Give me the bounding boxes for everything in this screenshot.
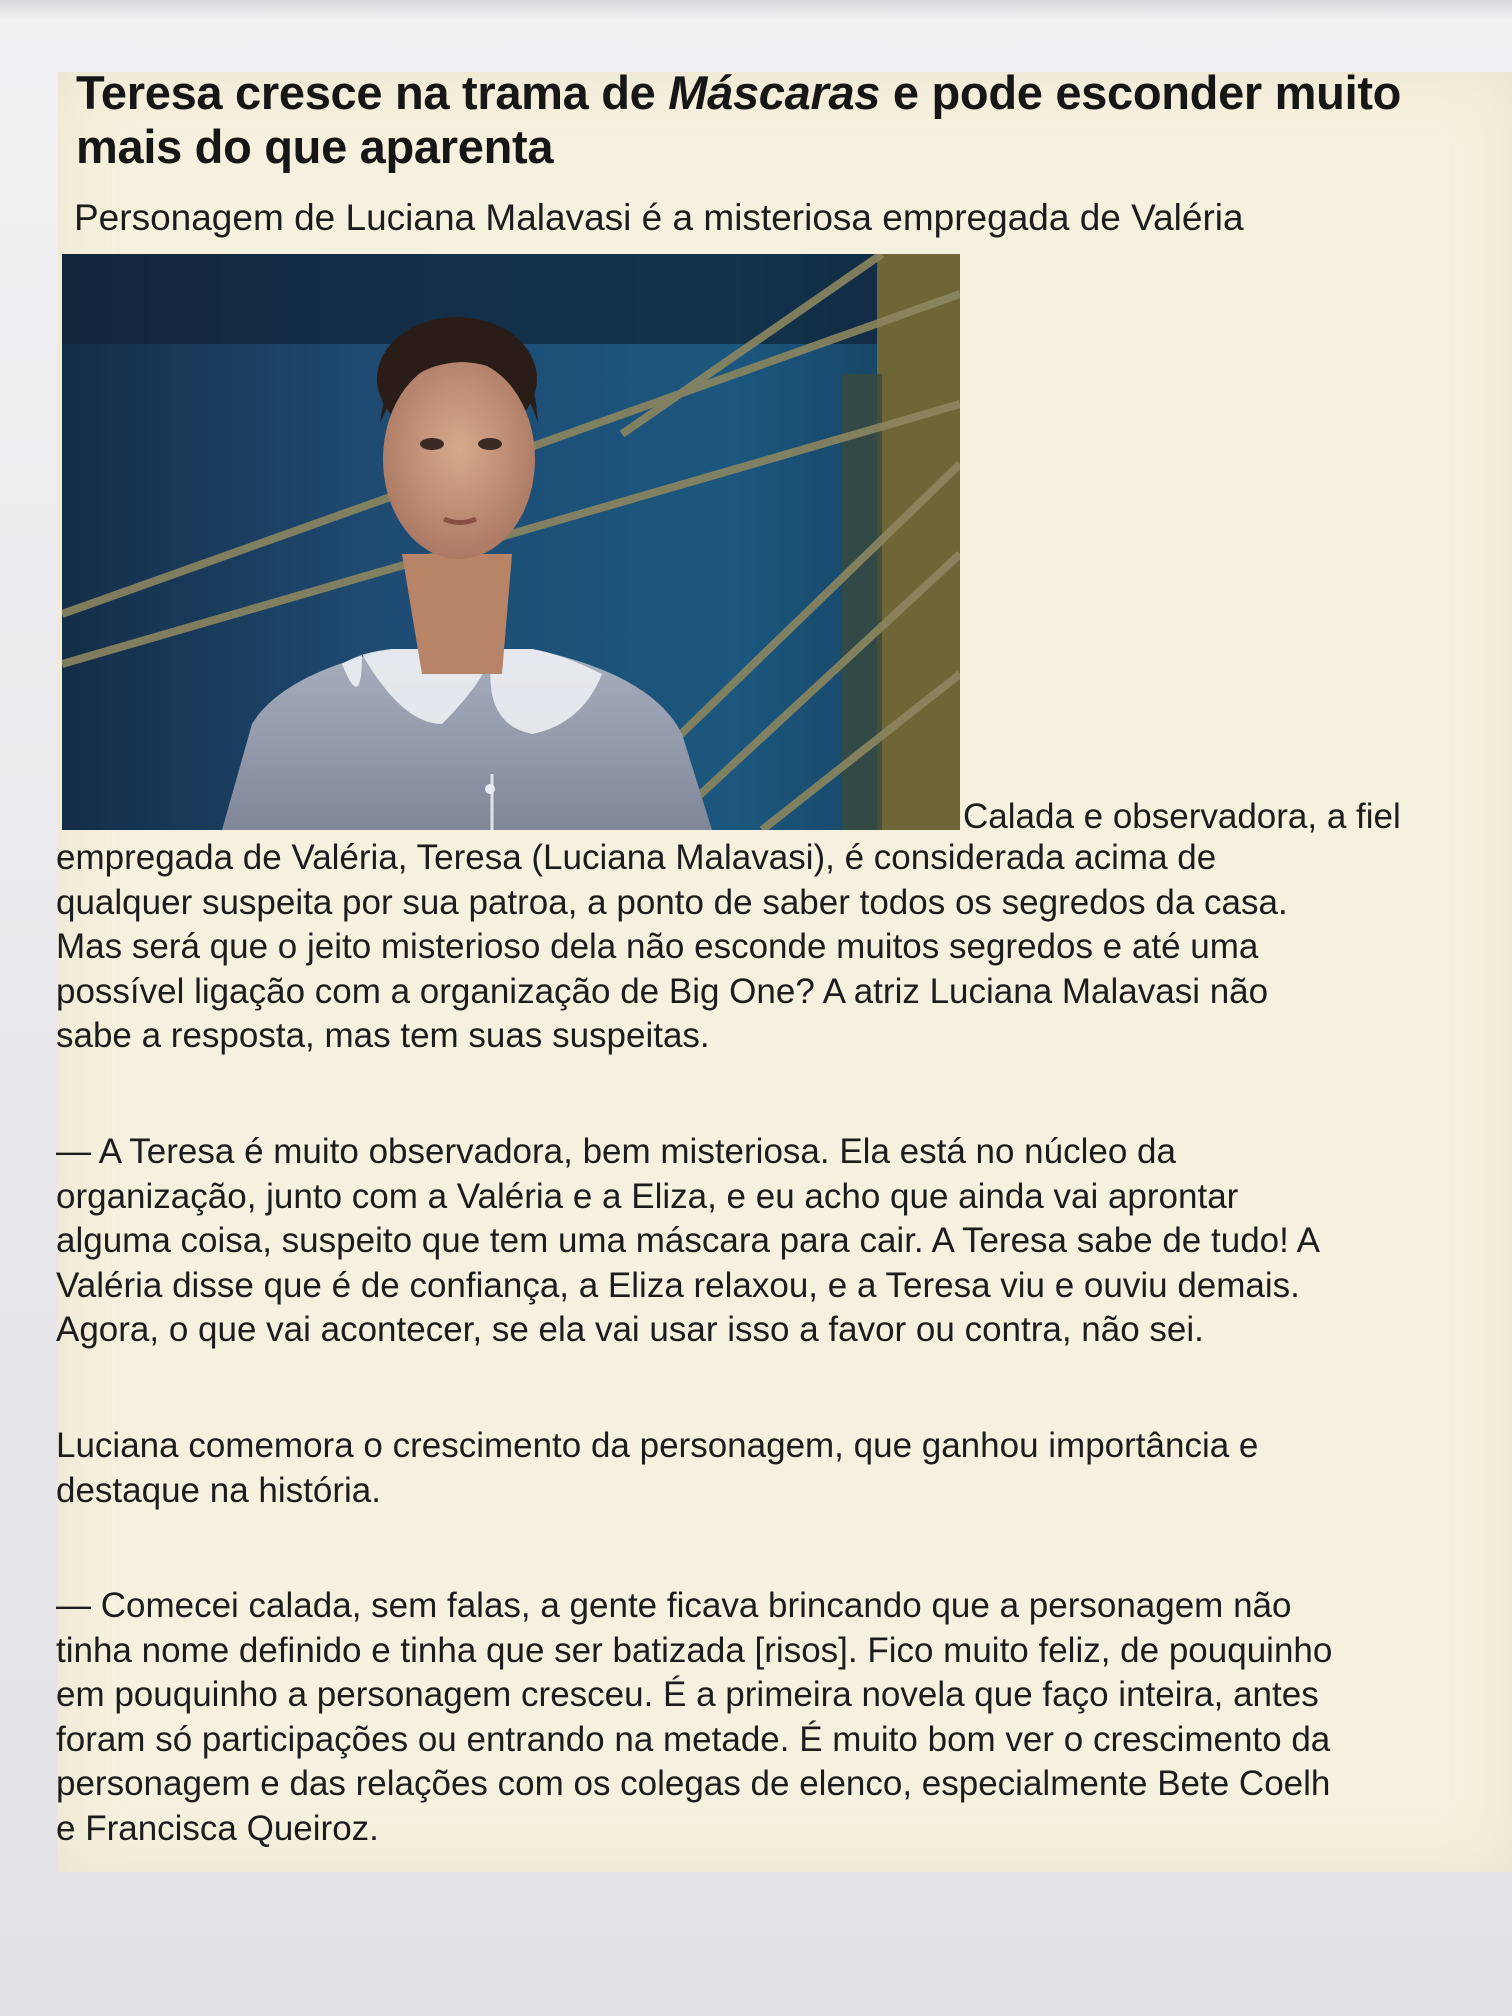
paragraph-4-line: — Comecei calada, sem falas, a gente ficava brincando que a personagem não — [56, 1586, 1292, 1625]
headline-part-2: e pode esconder muito mais do que aparenta — [76, 66, 1402, 173]
article-photo — [62, 254, 960, 830]
paragraph-1-line: empregada de Valéria, Teresa (Luciana Malavasi), é considerada acima de — [56, 838, 1217, 877]
headline-part-1: Teresa cresce na trama de — [76, 66, 669, 119]
paragraph-2-line: — A Teresa é muito observadora, bem misteriosa. Ela está no núcleo da — [56, 1132, 1176, 1171]
paragraph-4-line: foram só participações ou entrando na metade. É muito bom ver o crescimento da — [56, 1719, 1331, 1759]
paragraph-1 — [56, 836, 1512, 1059]
article-headline — [76, 66, 1416, 174]
paragraph-4-line: personagem e das relações com os colegas de elenco, especialmente Bete Coelh — [56, 1764, 1331, 1803]
article-subtitle: Personagem de Luciana Malavasi é a misteriosa empregada de Valéria — [74, 197, 1244, 238]
paragraph-4 — [56, 1584, 1512, 1851]
paragraph-1-line: Mas será que o jeito misterioso dela não esconde muitos segredos e até uma — [56, 927, 1259, 966]
paragraph-2 — [56, 1130, 1512, 1353]
paragraph-4-line: em pouquinho a personagem cresceu. É a primeira novela que faço inteira, antes — [56, 1675, 1319, 1714]
paragraph-2-line: alguma coisa, suspeito que tem uma máscara para cair. A Teresa sabe de tudo! A — [56, 1221, 1320, 1260]
paragraph-1-line: sabe a resposta, mas tem suas suspeitas. — [56, 1016, 710, 1055]
paragraph-1-first-line: Calada e observadora, a fiel — [963, 797, 1401, 836]
paragraph-1-line: possível ligação com a organização de Big One? A atriz Luciana Malavasi não — [56, 971, 1269, 1011]
paragraph-2-line: organização, junto com a Valéria e a Eliza, e eu acho que ainda vai aprontar — [56, 1176, 1239, 1216]
page-top-shadow — [0, 0, 1512, 18]
paragraph-4-line: tinha nome definido e tinha que ser batizada [risos]. Fico muito feliz, de pouquinho — [56, 1630, 1333, 1670]
headline-show-title: Máscaras — [668, 66, 881, 119]
paragraph-2-line: Agora, o que vai acontecer, se ela vai usar isso a favor ou contra, não sei. — [56, 1310, 1204, 1349]
paragraph-1-line: qualquer suspeita por sua patroa, a ponto de saber todos os segredos da casa. — [56, 882, 1288, 922]
photo-of-actress-icon — [62, 254, 960, 830]
paragraph-3-line: destaque na história. — [56, 1470, 381, 1510]
paragraph-3-line: Luciana comemora o crescimento da personagem, que ganhou importância e — [56, 1426, 1259, 1465]
paragraph-3 — [56, 1424, 1512, 1513]
paragraph-4-line: e Francisca Queiroz. — [56, 1808, 379, 1848]
paragraph-2-line: Valéria disse que é de confiança, a Eliza relaxou, e a Teresa viu e ouviu demais. — [56, 1265, 1300, 1305]
